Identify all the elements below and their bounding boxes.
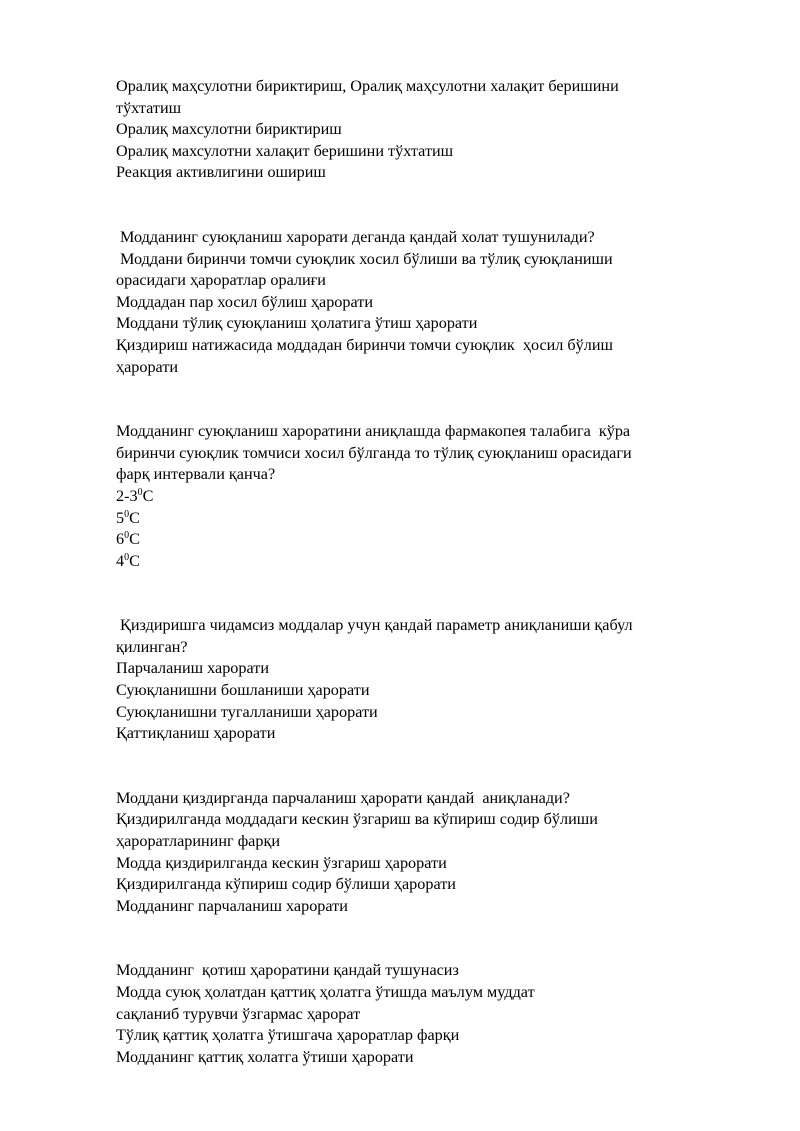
- answer-line: тўхтатиш: [116, 98, 182, 117]
- answer-value: 4: [116, 551, 125, 570]
- answer-line: ҳарорати: [116, 357, 179, 376]
- answer-line: Модда қиздирилганда кескин ўзгариш ҳарорати: [116, 853, 447, 872]
- answer-value: 5: [116, 508, 125, 527]
- answer-line: Қаттиқланиш ҳарорати: [116, 724, 276, 743]
- answer-line: орасидаги ҳароратлар оралиғи: [116, 271, 326, 290]
- degree-superscript: 0: [124, 551, 130, 563]
- spacer: [116, 745, 726, 788]
- answer-line: Модда суюқ ҳолатдан қаттиқ ҳолатга ўтишда маълум муддат: [116, 983, 535, 1001]
- question-text: Модданинг қотиш ҳароратини қандай тушунасиз: [116, 961, 459, 980]
- document-page: [116, 76, 726, 1068]
- question-text: қилинган?: [116, 637, 188, 656]
- question-block-5: [116, 960, 726, 1068]
- answer-temperature: [116, 529, 726, 551]
- answer-value: 6: [116, 530, 125, 549]
- answer-value: 2-3: [116, 486, 138, 505]
- question-text: Модданинг суюқланиш харорати деганда қандай холат тушунилади?: [116, 227, 595, 246]
- question-block-4: [116, 788, 726, 918]
- answer-line: Модданинг парчаланиш харорати: [116, 896, 348, 915]
- answer-unit: C: [129, 508, 140, 527]
- spacer: [116, 184, 726, 227]
- degree-superscript: 0: [137, 486, 143, 498]
- answer-line: Қиздирилганда моддадаги кескин ўзгариш ва кўпириш содир бўлиши: [116, 810, 598, 829]
- answer-line: Суюқланишни бошланиши ҳарорати: [116, 681, 370, 700]
- degree-superscript: 0: [124, 530, 130, 542]
- answer-line: Қиздириш натижасида моддадан биринчи томчи суюқлик ҳосил бўлиш: [116, 335, 613, 354]
- question-text: биринчи суюқлик томчиси хосил бўлганда то тўлиқ суюқланиш орасидаги: [116, 443, 632, 462]
- answer-line: Моддани тўлиқ суюқланиш ҳолатига ўтиш ҳарорати: [116, 314, 478, 333]
- answer-line: Парчаланиш харорати: [116, 659, 269, 678]
- question-text: фарқ интервали қанча?: [116, 465, 276, 484]
- answer-line: Оралиқ махсулотни бириктириш: [116, 120, 342, 139]
- answer-unit: C: [142, 486, 154, 505]
- question-text: Моддани қиздирганда парчаланиш ҳарорати қандай аниқланади?: [116, 788, 570, 807]
- answer-line: ҳароратларининг фарқи: [116, 832, 280, 851]
- answer-line: Қиздирилганда кўпириш содир бўлиши ҳарорати: [116, 875, 456, 894]
- spacer: [116, 378, 726, 421]
- question-text: Модданинг суюқланиш хароратини аниқлашда фармакопея талабига кўра: [116, 422, 631, 441]
- answer-line: сақланиб турувчи ўзгармас ҳарорат: [116, 1004, 361, 1023]
- question-block-2: [116, 421, 726, 572]
- answer-line: Моддадан пар хосил бўлиш ҳарорати: [116, 292, 373, 311]
- answer-line: Модданинг қаттиқ холатга ўтиши ҳарорати: [116, 1047, 414, 1066]
- spacer: [116, 572, 726, 615]
- answer-line: Оралиқ махсулотни халақит беришини тўхтатиш: [116, 141, 454, 160]
- answer-temperature: [116, 508, 726, 530]
- question-block-3: [116, 615, 726, 745]
- answer-line: Оралиқ маҳсулотни бириктириш, Оралиқ маҳсулотни халақит беришини: [116, 77, 619, 95]
- answer-line: Моддани биринчи томчи суюқлик хосил бўлиши ва тўлиқ суюқланиши: [116, 249, 613, 268]
- question-block-1: [116, 227, 726, 378]
- question-text: Қиздиришга чидамсиз моддалар учун қандай параметр аниқланиши қабул: [116, 616, 633, 635]
- answer-unit: C: [129, 530, 140, 549]
- answer-temperature: [116, 551, 726, 573]
- answer-temperature: [116, 486, 726, 508]
- answer-unit: C: [129, 551, 140, 570]
- spacer: [116, 917, 726, 960]
- answer-line: Реакция активлигини ошириш: [116, 163, 326, 182]
- answer-line: Тўлиқ қаттиқ ҳолатга ўтишгача ҳароратлар фарқи: [116, 1026, 460, 1045]
- answer-line: Суюқланишни тугалланиши ҳарорати: [116, 702, 378, 721]
- question-block-0: [116, 76, 726, 184]
- degree-superscript: 0: [124, 508, 130, 520]
